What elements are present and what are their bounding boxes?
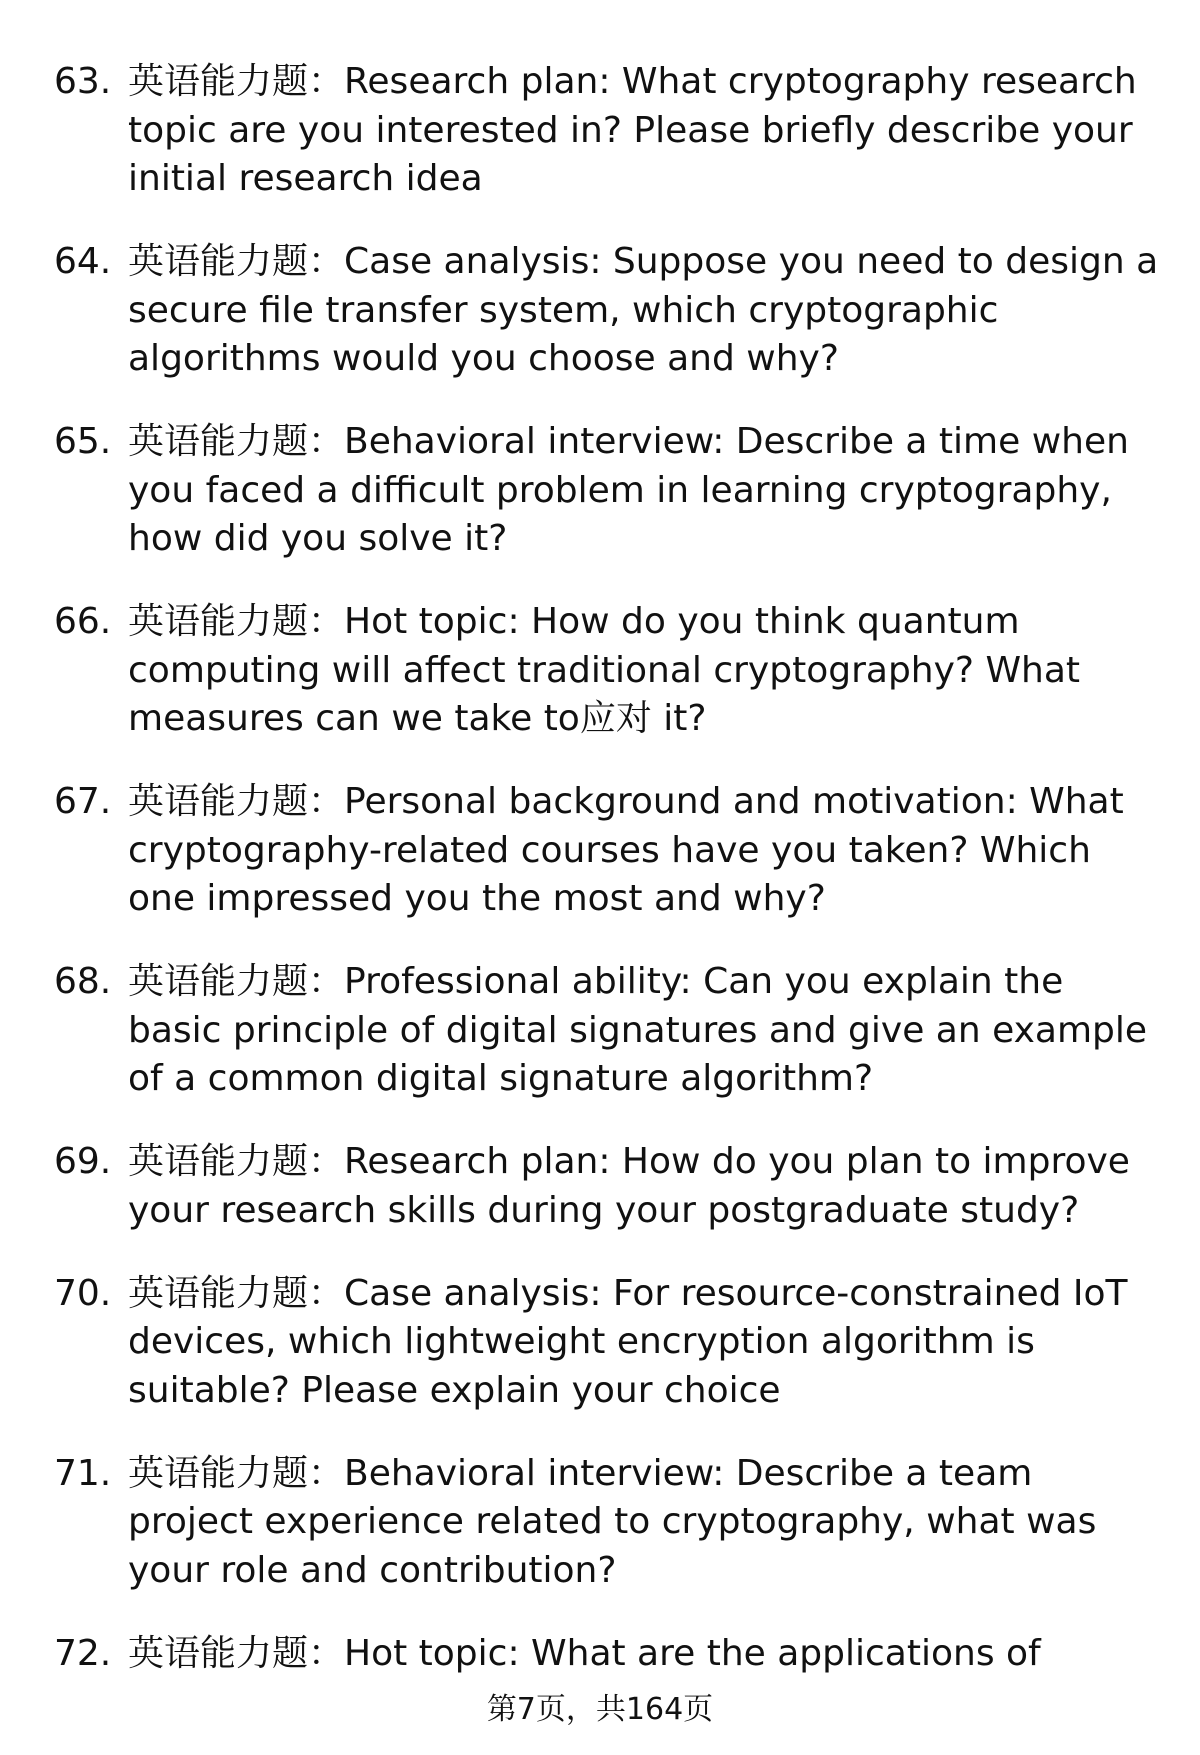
question-prefix: 英语能力题： [128, 241, 345, 282]
question-prefix: 英语能力题： [128, 1452, 345, 1494]
question-body: Research plan: What cryptography research topic are you interested in? Please briefly describe your initial research idea [128, 61, 1137, 199]
question-number: 67. [54, 781, 112, 822]
question-number: 66. [54, 601, 112, 642]
question-body: Case analysis: Suppose you need to design a secure file transfer system, which cryptographic algorithms would you choose and why? [128, 241, 1159, 379]
question-item [54, 958, 1164, 1104]
question-prefix: 英语能力题： [128, 1272, 345, 1314]
question-prefix: 英语能力题： [128, 961, 345, 1002]
question-text [128, 58, 1164, 204]
question-prefix: 英语能力题： [128, 61, 345, 102]
question-body: Behavioral interview: Describe a team project experience related to cryptography, what was your role and contribution? [128, 1452, 1097, 1591]
question-item [54, 1450, 1164, 1596]
question-prefix: 英语能力题： [128, 601, 345, 642]
question-prefix: 英语能力题： [128, 421, 345, 462]
question-number: 69. [54, 1141, 112, 1182]
question-list [54, 58, 1164, 1713]
question-item [54, 238, 1164, 384]
page-number-footer: 第7页，共164页 [486, 1692, 714, 1727]
question-body: Case analysis: For resource-constrained IoT devices, which lightweight encryption algorithm is suitable? Please explain your choice [128, 1272, 1128, 1411]
question-prefix: 英语能力题： [128, 1632, 345, 1674]
question-number: 70. [54, 1272, 112, 1314]
question-text [128, 958, 1164, 1104]
question-body: Hot topic: What are the applications of [344, 1632, 1041, 1674]
question-number: 68. [54, 961, 112, 1002]
question-number: 72. [54, 1632, 112, 1674]
question-item [54, 1270, 1164, 1416]
question-item [54, 778, 1164, 924]
question-body: Personal background and motivation: What cryptography-related courses have you taken? Which one impressed you the most and why? [128, 781, 1124, 919]
question-item [54, 598, 1164, 744]
question-number: 64. [54, 241, 112, 282]
question-body: Behavioral interview: Describe a time when you faced a difficult problem in learning cryptography, how did you solve it? [128, 421, 1129, 559]
question-item [54, 418, 1164, 564]
question-text [128, 238, 1164, 384]
question-text [128, 1138, 1164, 1235]
question-text [128, 598, 1164, 744]
question-prefix: 英语能力题： [128, 781, 345, 822]
question-text [128, 418, 1164, 564]
question-text [128, 1630, 1164, 1679]
question-item [54, 1630, 1164, 1679]
question-text [128, 1450, 1164, 1596]
question-body: Professional ability: Can you explain the basic principle of digital signatures and give an example of a common digital signature algorithm? [128, 961, 1148, 1099]
question-number: 65. [54, 421, 112, 462]
question-number: 71. [54, 1452, 112, 1494]
question-text [128, 1270, 1164, 1416]
question-item [54, 1138, 1164, 1235]
question-text [128, 778, 1164, 924]
question-number: 63. [54, 61, 112, 102]
question-item [54, 58, 1164, 204]
question-body: Research plan: How do you plan to improve your research skills during your postgraduate study? [128, 1141, 1130, 1231]
question-body: Hot topic: How do you think quantum computing will affect traditional cryptography? What measures can we take to应对 it? [128, 601, 1081, 739]
question-prefix: 英语能力题： [128, 1141, 345, 1182]
